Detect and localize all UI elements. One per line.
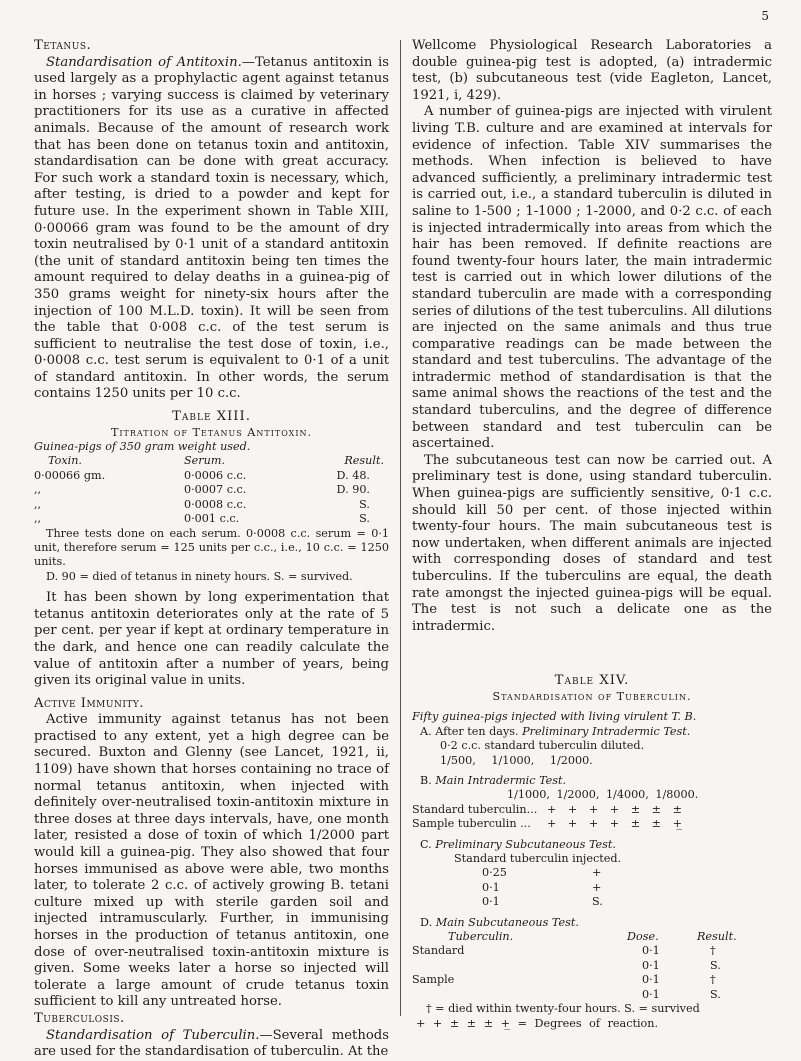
- table-cell: ,,: [34, 512, 42, 526]
- table-cell: ,,: [34, 497, 42, 511]
- table-cell: 0·25: [482, 866, 507, 880]
- table-header-cell: Result.: [344, 454, 384, 468]
- left-column: [34, 38, 389, 1061]
- section-b-dilutions: 1/1000, 1/2000, 1/4000, 1/8000.: [507, 788, 699, 802]
- table-row: [34, 512, 389, 526]
- table-row: [412, 959, 772, 973]
- table-14-footnote-deaths: † = died within twenty-four hours. S. = survived: [426, 1002, 700, 1016]
- table-header-cell: Result.: [697, 930, 737, 944]
- table-14-subtitle: Fifty guinea-pigs injected with living virulent T. B.: [412, 710, 697, 724]
- table-row: [412, 973, 772, 987]
- table-cell: 0·00066 gm.: [34, 468, 106, 482]
- table-cell: Standard tuberculin...: [412, 802, 538, 816]
- table-row: [34, 498, 389, 512]
- table-cell: S.: [710, 987, 721, 1001]
- table-header-row: [412, 930, 772, 944]
- table-cell: +: [592, 866, 602, 880]
- table-cell: D. 48.: [336, 468, 370, 482]
- section-a-label: A. After ten days.: [420, 724, 519, 738]
- table-14: [412, 725, 772, 1031]
- section-heading-tetanus: Tetanus.: [34, 38, 92, 53]
- table-cell: S.: [592, 895, 603, 909]
- table-13-label: Table XIII.: [172, 409, 251, 425]
- section-d: [412, 916, 772, 930]
- section-heading-tuberculosis: Tuberculosis.: [34, 1010, 125, 1026]
- paragraph-wellcome: Wellcome Physiological Research Laboratories a double guinea-pig test is adopted, (a) intradermic test, (b) subcutaneous test (vide Eagleton, Lancet, 1921, i, 429).: [412, 38, 772, 103]
- table-cell: 0·1: [642, 958, 660, 972]
- paragraph-subcutaneous: The subcutaneous test can now be carried out. A preliminary test is done, using standard tuberculin. When guinea-pigs are sufficiently sensitive, 0·1 c.c. should kill 50 per cent. of those injected within twenty-four hours. The main subcutaneous test is now undertaken, when different animals are injected with corresponding doses of standard and test tuberculins. If the tuberculins are equal, the death rate amongst the injected guinea-pigs will be equal. The test is not such a delicate one as the intradermic.: [412, 452, 772, 634]
- section-b-label: B.: [420, 774, 432, 787]
- table-row: [412, 881, 772, 895]
- table-13: [34, 454, 389, 584]
- table-cell: 0·0006 c.c.: [184, 468, 247, 482]
- section-a-line: 0·2 c.c. standard tuberculin diluted.: [440, 739, 645, 753]
- table-cell: 0·1: [482, 895, 500, 909]
- section-c-line: Standard tuberculin injected.: [454, 852, 622, 866]
- section-c-title: Preliminary Subcutaneous Test.: [435, 837, 616, 851]
- table-cell: 0·1: [482, 880, 500, 894]
- section-c-label: C.: [420, 837, 432, 851]
- table-cell: [412, 959, 642, 973]
- subheading-standardisation-tuberculin: Standardisation of Tuberculin.: [46, 1027, 260, 1043]
- table-13-note: Three tests done on each serum. 0·0008 c.c. serum = 0·1 unit, therefore serum = 125 units per c.c., i.e., 10 c.c. = 1250 units.: [34, 526, 389, 569]
- table-cell: 0·0008 c.c.: [184, 497, 247, 511]
- table-cell: +: [592, 880, 602, 894]
- table-14-label: Table XIV.: [554, 673, 630, 689]
- section-c: [412, 838, 772, 852]
- table-cell: S.: [359, 497, 370, 511]
- paragraph-intradermic: A number of guinea-pigs are injected with virulent living T.B. culture and are examined at intervals for evidence of infection. Table XIV summarises the methods. When infection is believed to have advanced sufficiently, a preliminary intradermic test is carried out, i.e., a standard tuberculin is diluted in saline to 1-500 ; 1-1000 ; 1-2000, and 0·2 c.c. of each is injected intradermically into areas from which the hair has been removed. If definite reactions are found twenty-four hours later, the main intradermic test is carried out in which lower dilutions of the standard tuberculin are made with a corresponding series of dilutions of the test tuberculins. All dilutions are injected on the same animals and thus true comparative readings can be made between the standard and test tuberculins. The advantage of the intradermic method of standardisation is that the same animal shows the reactions of the test and the standard tuberculins, and the degree of difference between standard and test tuberculin can be ascertained.: [412, 104, 772, 452]
- table-13-title: Titration of Tetanus Antitoxin.: [110, 425, 313, 439]
- table-row: [34, 469, 389, 483]
- table-cell: Sample tuberculin ...: [412, 817, 531, 831]
- table-cell: †: [710, 944, 716, 958]
- section-b: [412, 774, 772, 788]
- table-header-cell: Toxin.: [48, 454, 82, 468]
- table-row: [412, 988, 772, 1002]
- section-heading-active-immunity: Active Immunity.: [34, 695, 145, 711]
- section-b-title: Main Intradermic Test.: [435, 774, 567, 787]
- section-a-title: Preliminary Intradermic Test.: [522, 724, 691, 738]
- table-14-footnote-reactions: + + ± ± ± +̲ = Degrees of reaction.: [416, 1016, 659, 1030]
- table-row: [412, 895, 772, 909]
- table-row: [34, 483, 389, 497]
- table-cell: Standard: [412, 944, 465, 958]
- table-header-cell: Serum.: [184, 454, 226, 468]
- paragraph-text: —Several methods are used for the standardisation of tuberculin. At the: [34, 1027, 389, 1060]
- subheading-standardisation-antitoxin: Standardisation of Antitoxin.: [46, 54, 242, 70]
- table-cell: S.: [710, 958, 721, 972]
- table-row: [412, 944, 772, 958]
- table-row: [412, 866, 772, 880]
- paragraph-text: —Tetanus antitoxin is used largely as a prophylactic agent against tetanus in horses ; varying success is claimed by veterinary practitioners for its use as a curative in affected animals. Because of the amount of research work that has been done on tetanus toxin and antitoxin, standardisation can be done with great accuracy. For such work a standard toxin is necessary, which, after testing, is dried to a powder and kept for future use. In the experiment shown in Table XIII, 0·00066 gram was found to be the amount of dry toxin neutralised by 0·1 unit of a standard antitoxin (the unit of standard antitoxin being ten times the amount required to delay deaths in a guinea-pig of 350 grams weight for ninety-six hours after the injection of 100 M.L.D. toxin). It will be seen from the table that 0·008 c.c. of the test serum is sufficient to neutralise the test dose of toxin, i.e., 0·0008 c.c. test serum is equivalent to 0·1 of a unit of standard antitoxin. In other words, the serum contains 1250 units per 10 c.c.: [34, 54, 390, 402]
- table-cell: D. 90.: [336, 483, 370, 497]
- table-cell: + + + + ± ± +̲: [547, 817, 682, 831]
- paragraph-standardisation-tuberculin: [34, 1028, 389, 1061]
- paragraph-active-immunity: Active immunity against tetanus has not been practised to any extent, yet a high degree can be secured. Buxton and Glenny (see Lancet, 1921, ii, 1109) have shown that horses containing no trace of normal tetanus antitoxin, when injected with definitely over-neutralised toxin-antitoxin mixture in three doses at three days intervals, have, one month later, resisted a dose of toxin of which 1/2000 part would kill a guinea-pig. They also showed that four horses immunised as above were able, two months later, to tolerate 2 c.c. of actively growing B. tetani culture mixed up with sterile garden soil and injected intramuscularly. Further, in immunising horses in the production of tetanus antitoxin, one dose of over-neutralised toxin-antitoxin mixture is given. Some weeks later a horse so injected will tolerate a large amount of crude tetanus toxin sufficient to kill any untreated horse.: [34, 712, 389, 1010]
- right-column: [412, 38, 772, 1031]
- paragraph-standardisation-antitoxin: [34, 55, 389, 403]
- table-cell: + + + + ± ± ±: [547, 802, 682, 816]
- table-cell: 0·001 c.c.: [184, 512, 240, 526]
- page-number: 5: [761, 9, 769, 23]
- table-13-legend: D. 90 = died of tetanus in ninety hours. S. = survived.: [46, 569, 353, 583]
- table-cell: †: [710, 973, 716, 987]
- paragraph-deterioration: It has been shown by long experimentation that tetanus antitoxin deteriorates only at the rate of 5 per cent. per year if kept at ordinary temperature in the dark, and hence one can readily calculate the value of antitoxin after a number of years, being given its original value in units.: [34, 590, 389, 689]
- table-cell: [412, 988, 642, 1002]
- table-cell: 0·1: [642, 987, 660, 1001]
- table-13-subtitle: Guinea-pigs of 350 gram weight used.: [34, 440, 251, 454]
- table-cell: 0·1: [642, 944, 660, 958]
- table-cell: Sample: [412, 973, 455, 987]
- table-row: [412, 817, 772, 831]
- table-cell: 0·0007 c.c.: [184, 483, 247, 497]
- table-header-cell: Dose.: [627, 930, 659, 944]
- section-d-label: D.: [420, 915, 433, 929]
- table-row: [412, 803, 772, 817]
- table-14-title: Standardisation of Tuberculin.: [492, 689, 692, 703]
- table-header-cell: Tuberculin.: [448, 930, 514, 944]
- section-a: [412, 725, 772, 739]
- table-cell: ,,: [34, 483, 42, 497]
- section-a-dilutions: 1/500, 1/1000, 1/2000.: [440, 753, 593, 767]
- table-cell: S.: [359, 512, 370, 526]
- table-cell: 0·1: [642, 973, 660, 987]
- section-d-title: Main Subcutaneous Test.: [435, 915, 579, 929]
- column-divider: [400, 40, 401, 1016]
- table-header-row: [34, 454, 389, 468]
